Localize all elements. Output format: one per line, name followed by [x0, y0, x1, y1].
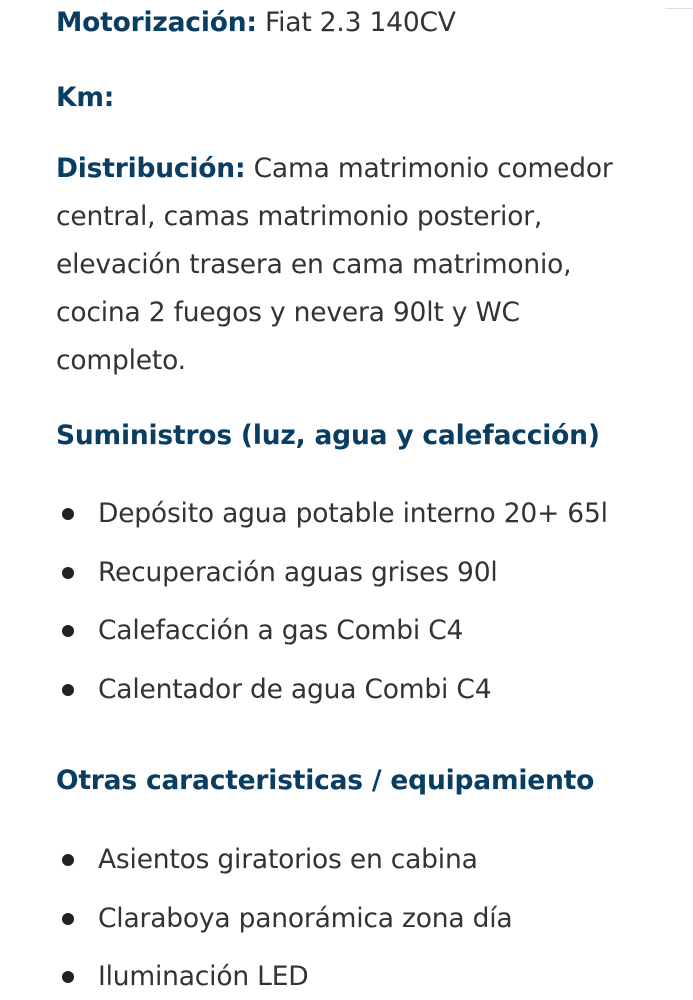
- list-item-label: Asientos giratorios en cabina: [98, 844, 478, 875]
- list-item-label: Depósito agua potable interno 20+ 65l: [98, 498, 608, 529]
- list-item: [56, 544, 608, 603]
- list-item: [56, 948, 512, 1000]
- suministros-list: [56, 485, 608, 719]
- list-item-label: Claraboya panorámica zona día: [98, 902, 513, 934]
- list-item: [56, 485, 608, 544]
- list-item: [56, 890, 512, 949]
- list-item-label: Calefacción a gas Combi C4: [98, 615, 464, 646]
- bullet-icon: [62, 508, 74, 520]
- bullet-icon: [62, 684, 74, 696]
- bullet-icon: [62, 625, 74, 637]
- section-title-suministros: Suministros (luz, agua y calefacción): [56, 420, 600, 451]
- list-item-label: Iluminación LED: [98, 961, 309, 992]
- spec-motorizacion-label: Motorización:: [56, 7, 257, 38]
- bullet-icon: [62, 567, 74, 579]
- spec-motorizacion-value: Fiat 2.3 140CV: [265, 7, 456, 38]
- spec-km-label: Km:: [56, 82, 115, 113]
- list-item: [56, 661, 608, 720]
- list-item: [56, 831, 512, 890]
- list-item-label: Calentador de agua Combi C4: [98, 673, 492, 705]
- section-title-otras: Otras caracteristicas / equipamiento: [56, 765, 595, 796]
- bullet-icon: [62, 854, 74, 866]
- spec-distribucion-value: Cama matrimonio comedor central, camas matrimonio posterior, elevación trasera en cama matrimonio, cocina 2 fuegos y nevera 90lt y WC completo.: [56, 153, 613, 376]
- top-divider: [665, 8, 693, 9]
- bullet-icon: [62, 913, 74, 925]
- bullet-icon: [62, 971, 74, 983]
- spec-km: [56, 74, 114, 122]
- otras-list: [56, 831, 512, 1000]
- spec-distribucion-label: Distribución:: [56, 153, 246, 184]
- list-item-label: Recuperación aguas grises 90l: [98, 556, 498, 588]
- spec-distribucion: [56, 145, 656, 385]
- spec-motorizacion: [56, 0, 456, 47]
- list-item: [56, 602, 608, 661]
